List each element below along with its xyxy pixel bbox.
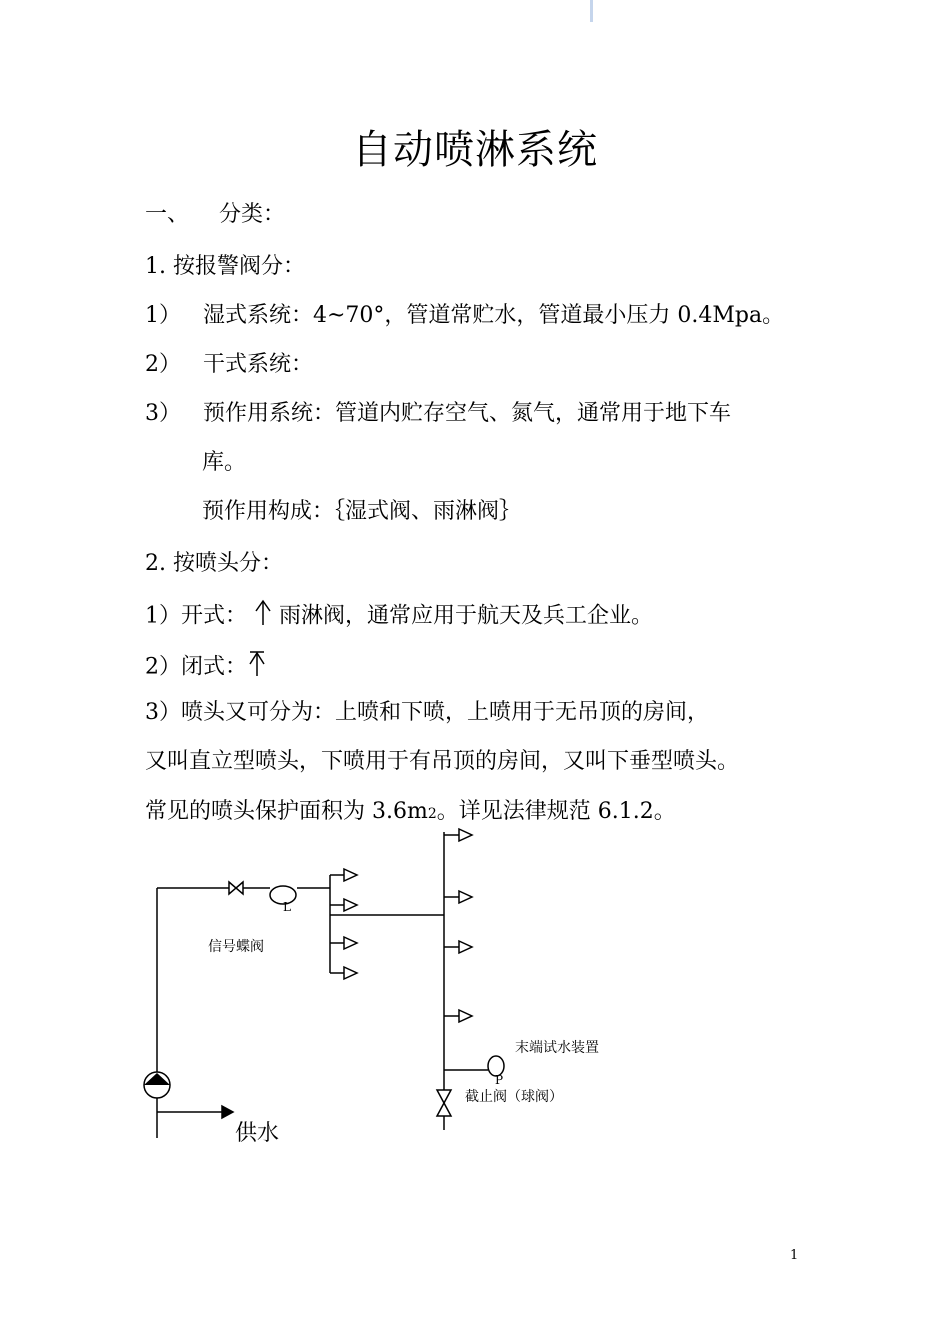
document-title: 自动喷淋系统 <box>352 127 598 173</box>
sprinkler-head <box>444 829 472 841</box>
stop-valve-label: 截止阀（球阀） <box>465 1089 563 1105</box>
continuation-line: 库。 <box>202 450 247 475</box>
item-number: 一、 <box>145 202 190 227</box>
list-item <box>145 597 653 636</box>
item-text: 雨淋阀，通常应用于航天及兵工企业。 <box>279 603 654 629</box>
supply-arrow <box>157 1106 233 1118</box>
header-mark <box>590 0 593 22</box>
item-text: 预作用系统：管道内贮存空气、氮气，通常用于地下车 <box>203 401 732 426</box>
list-item <box>145 301 784 331</box>
section-heading <box>145 200 285 230</box>
sprinkler-head <box>444 891 472 903</box>
closed-sprinkler-icon <box>247 648 267 687</box>
item-text: 分类： <box>219 202 286 227</box>
sprinkler-head <box>330 899 357 911</box>
item-number: 2） <box>145 352 181 377</box>
list-item <box>145 648 273 687</box>
item-text: 干式系统： <box>203 352 314 377</box>
sprinkler-head <box>444 941 472 953</box>
item-number: 1） <box>145 303 181 328</box>
stop-valve <box>437 1090 451 1116</box>
paragraph-line: 常见的喷头保护面积为 3.6m2。详见法律规范 6.1.2。 <box>145 799 676 824</box>
branch-sprinklers <box>330 869 357 979</box>
item-text: 2）闭式： <box>145 654 247 680</box>
item-number: 2. <box>145 551 166 576</box>
list-item <box>145 549 283 579</box>
list-item <box>145 350 313 380</box>
item-text: 按报警阀分： <box>173 254 306 279</box>
sprinkler-head <box>330 869 357 881</box>
sprinkler-head <box>330 937 357 949</box>
list-item <box>145 399 731 429</box>
item-text: 湿式系统：4~70°，管道常贮水，管道最小压力 0.4Mpa。 <box>203 303 785 328</box>
paragraph-line: 又叫直立型喷头，下喷用于有吊顶的房间，又叫下垂型喷头。 <box>145 749 740 774</box>
supply-label: 供水 <box>235 1121 280 1146</box>
item-number: 3） <box>145 401 181 426</box>
item-number: 1. <box>145 254 166 279</box>
pressure-letter: P <box>495 1073 504 1087</box>
open-sprinkler-icon <box>253 597 273 636</box>
riser-sprinklers <box>444 829 472 1022</box>
superscript: 2 <box>427 806 437 822</box>
flow-meter-letter: L <box>283 900 291 914</box>
test-device-label: 末端试水装置 <box>515 1040 599 1056</box>
sprinkler-head <box>444 1010 472 1022</box>
paragraph-line: 3）喷头又可分为：上喷和下喷，上喷用于无吊顶的房间， <box>145 700 709 725</box>
composition-line: 预作用构成：｛湿式阀、雨淋阀｝ <box>202 499 522 524</box>
sprinkler-head <box>330 967 357 979</box>
list-item <box>145 252 305 282</box>
signal-valve-label: 信号蝶阀 <box>208 939 264 955</box>
pump-icon <box>144 1072 170 1098</box>
page-number: 1 <box>790 1248 799 1263</box>
item-text: 按喷头分： <box>173 551 284 576</box>
item-text: 1）开式： <box>145 603 247 629</box>
signal-butterfly-valve <box>229 882 243 894</box>
